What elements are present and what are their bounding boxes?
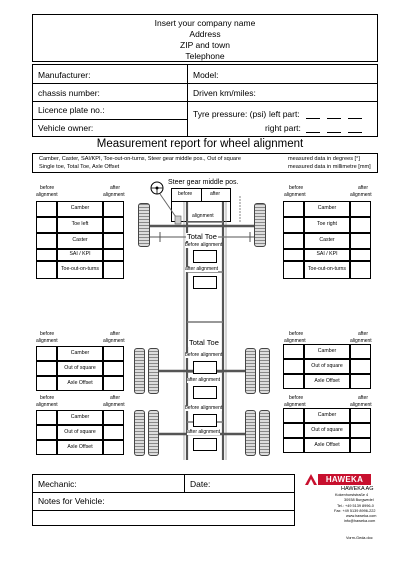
rr1-before-alignment: alignment — [284, 338, 306, 344]
mechanic-label: Mechanic: — [38, 479, 77, 489]
report-title: Measurement report for wheel alignment — [96, 138, 304, 150]
front-left-tire — [138, 203, 150, 247]
rr1-before-label: before — [289, 331, 304, 337]
company-zip-town: ZIP and town — [180, 40, 230, 50]
fr-row-0: Camber — [304, 201, 350, 217]
fl-after-label: after — [110, 185, 121, 191]
haweka-addr2: 30938 Burgwedel — [344, 498, 374, 502]
fr-row-4: Toe-out-on-turns — [304, 261, 350, 279]
rl1-after-label: after — [110, 331, 121, 337]
info-mm-unit: measured data in millimetre [mm] — [288, 164, 371, 170]
fl-before-label: before — [40, 185, 55, 191]
rear2-right-outer-tire — [259, 410, 270, 456]
fl-before-alignment: alignment — [36, 192, 58, 198]
rr2-row-1: Out of square — [304, 423, 350, 438]
front-toe-before-box — [193, 250, 217, 263]
rear1-left-inner-tire — [148, 348, 159, 394]
haweka-fax: Fax: +49 5139 8996-222 — [334, 509, 376, 513]
rl1-before-alignment: alignment — [36, 338, 58, 344]
rl1-row-2: Axle Offset — [57, 376, 103, 391]
driven-label: Driven km/miles: — [193, 88, 256, 98]
rl2-row-0: Camber — [57, 410, 103, 425]
rr1-row-1: Out of square — [304, 359, 350, 374]
document-code: Vorm-Geda.doc — [346, 536, 373, 540]
haweka-brand: HAWEKA — [318, 474, 371, 485]
rl2-after-label: after — [110, 395, 121, 401]
rr1-row-2: Axle Offset — [304, 374, 350, 389]
fr-before-label: before — [289, 185, 304, 191]
haweka-logo — [305, 474, 371, 485]
company-address: Address — [189, 29, 221, 39]
rear1-right-outer-tire — [259, 348, 270, 394]
rl2-row-2: Axle Offset — [57, 440, 103, 455]
fr-before-alignment: alignment — [284, 192, 306, 198]
info-degrees-unit: measured data in degrees [°] — [288, 156, 360, 162]
company-header-box — [32, 14, 378, 62]
notes-label: Notes for Vehicle: — [38, 496, 105, 506]
rear1-left-outer-tire — [134, 348, 145, 394]
fr-row-1: Toe right — [304, 217, 350, 233]
fl-row-3: SAI / KPI — [57, 249, 103, 261]
rl1-row-0: Camber — [57, 346, 103, 361]
haweka-logo-icon — [305, 474, 317, 485]
tyre-pressure-label: Tyre pressure: (psi) — [193, 109, 267, 119]
steer-gear-label: Steer gear middle pos. — [168, 179, 239, 186]
steer-after: after — [210, 191, 221, 197]
rr2-after-alignment: alignment — [350, 402, 372, 408]
company-telephone: Telephone — [185, 51, 225, 61]
rear2-toe-after-label: after alignment — [187, 429, 221, 435]
rear2-right-inner-tire — [245, 410, 256, 456]
front-right-tire — [254, 203, 266, 247]
rear2-left-inner-tire — [148, 410, 159, 456]
rr2-row-2: Axle Offset — [304, 438, 350, 453]
rl2-row-1: Out of square — [57, 425, 103, 440]
front-toe-after-label: after alignment — [185, 266, 219, 272]
vehicle-form — [32, 64, 378, 137]
rear2-left-outer-tire — [134, 410, 145, 456]
owner-label: Vehicle owner: — [38, 123, 94, 133]
info-degrees-items: Camber, Caster, SAI/KPI, Toe-out-on-turns, Steer gear middle pos., Out of square — [39, 156, 241, 162]
fr-row-2: Caster — [304, 233, 350, 249]
steer-alignment: alignment — [192, 213, 214, 219]
rear1-toe-before-box — [193, 361, 217, 374]
rr1-after-label: after — [358, 331, 369, 337]
rl2-after-alignment: alignment — [103, 402, 125, 408]
rear2-toe-before-box — [193, 414, 217, 427]
right-part-label: right part: — [265, 123, 301, 133]
rear1-right-inner-tire — [245, 348, 256, 394]
left-part-label: left part: — [269, 109, 300, 119]
haweka-mail: info@haweka.com — [344, 519, 376, 523]
rr1-after-alignment: alignment — [350, 338, 372, 344]
rl1-after-alignment: alignment — [103, 338, 125, 344]
fl-row-2: Caster — [57, 233, 103, 249]
chassis-label: chassis number: — [38, 88, 100, 98]
rear2-toe-before-label: before alignment — [185, 405, 223, 411]
rr1-row-0: Camber — [304, 344, 350, 359]
info-mm-items: Single toe, Total Toe, Axle Offset — [39, 164, 120, 170]
rr2-after-label: after — [358, 395, 369, 401]
fr-row-3: SAI / KPI — [304, 249, 350, 261]
haweka-tel: Tel.: +49 5139 8996-0 — [337, 504, 374, 508]
model-label: Model: — [193, 70, 219, 80]
rear1-toe-after-label: after alignment — [187, 377, 221, 383]
footer-form — [32, 474, 295, 526]
steer-before: before — [178, 191, 193, 197]
front-total-toe-label: Total Toe — [187, 232, 217, 241]
haweka-web: www.haweka.com — [346, 514, 377, 518]
rl1-before-label: before — [40, 331, 55, 337]
front-toe-before-label: before alignment — [185, 242, 223, 248]
date-label: Date: — [190, 479, 211, 489]
rear1-toe-before-label: before alignment — [185, 352, 223, 358]
rr2-before-label: before — [289, 395, 304, 401]
company-name: Insert your company name — [154, 18, 256, 28]
rl2-before-alignment: alignment — [36, 402, 58, 408]
fr-after-alignment: alignment — [350, 192, 372, 198]
haweka-company: HAWEKA AG — [341, 486, 374, 492]
rl1-row-1: Out of square — [57, 361, 103, 376]
rear-total-toe-label: Total Toe — [189, 338, 219, 347]
fl-row-1: Toe left — [57, 217, 103, 233]
measurement-info-box — [32, 153, 378, 173]
manufacturer-label: Manufacturer: — [38, 70, 91, 80]
fr-after-label: after — [358, 185, 369, 191]
fl-row-0: Camber — [57, 201, 103, 217]
front-toe-after-box — [193, 276, 217, 289]
rl2-before-label: before — [40, 395, 55, 401]
fl-row-4: Toe-out-on-turns — [57, 261, 103, 279]
rear1-toe-after-box — [193, 386, 217, 399]
rr2-row-0: Camber — [304, 408, 350, 423]
rear2-toe-after-box — [193, 438, 217, 451]
rr2-before-alignment: alignment — [284, 402, 306, 408]
licence-label: Licence plate no.: — [38, 105, 105, 115]
haweka-addr1: Kokenhorststraße 4 — [335, 493, 369, 497]
fl-after-alignment: alignment — [103, 192, 125, 198]
